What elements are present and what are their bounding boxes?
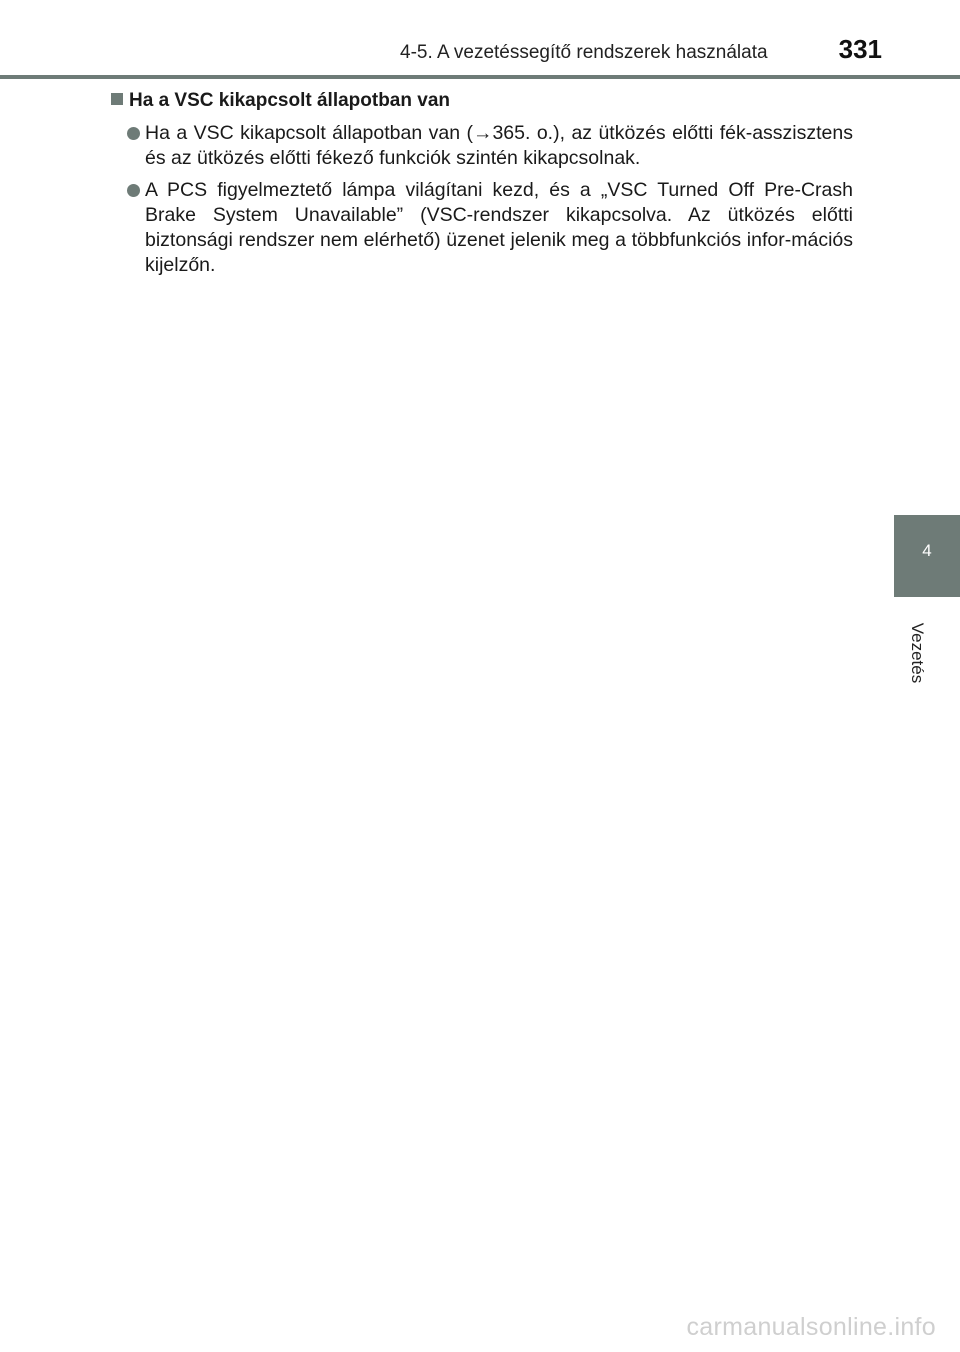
chapter-side-label: Vezetés — [908, 622, 927, 684]
bullet-list — [126, 121, 853, 285]
section-heading — [111, 90, 450, 112]
chapter-tab — [894, 515, 960, 597]
round-bullet-icon — [127, 184, 140, 197]
watermark: carmanualsonline.info — [686, 1313, 936, 1341]
page-number: 331 — [838, 34, 882, 64]
section-heading-text: Ha a VSC kikapcsolt állapotban van — [129, 90, 450, 111]
bullet-text: A PCS figyelmeztető lámpa világítani kezd, és a „VSC Turned Off Pre-Crash Brake System Unavailable” (VSC-rendszer kikapcsolva. Az ütközés előtti biztonsági rendszer nem elérhető) üzenet jelenik meg a többfunkciós infor-mációs kijelzőn. — [145, 179, 853, 276]
chapter-tab-number: 4 — [922, 541, 932, 560]
square-bullet-icon — [111, 93, 123, 105]
header-rule — [0, 75, 960, 79]
list-item — [126, 121, 853, 171]
bullet-text: Ha a VSC kikapcsolt állapotban van (→365. o.), az ütközés előtti fék-asszisztens és az ütközés előtti fékező funkciók szintén kikapcsolnak. — [145, 122, 853, 169]
chapter-title: 4-5. A vezetéssegítő rendszerek használata — [400, 42, 768, 63]
round-bullet-icon — [127, 127, 140, 140]
list-item — [126, 178, 853, 278]
